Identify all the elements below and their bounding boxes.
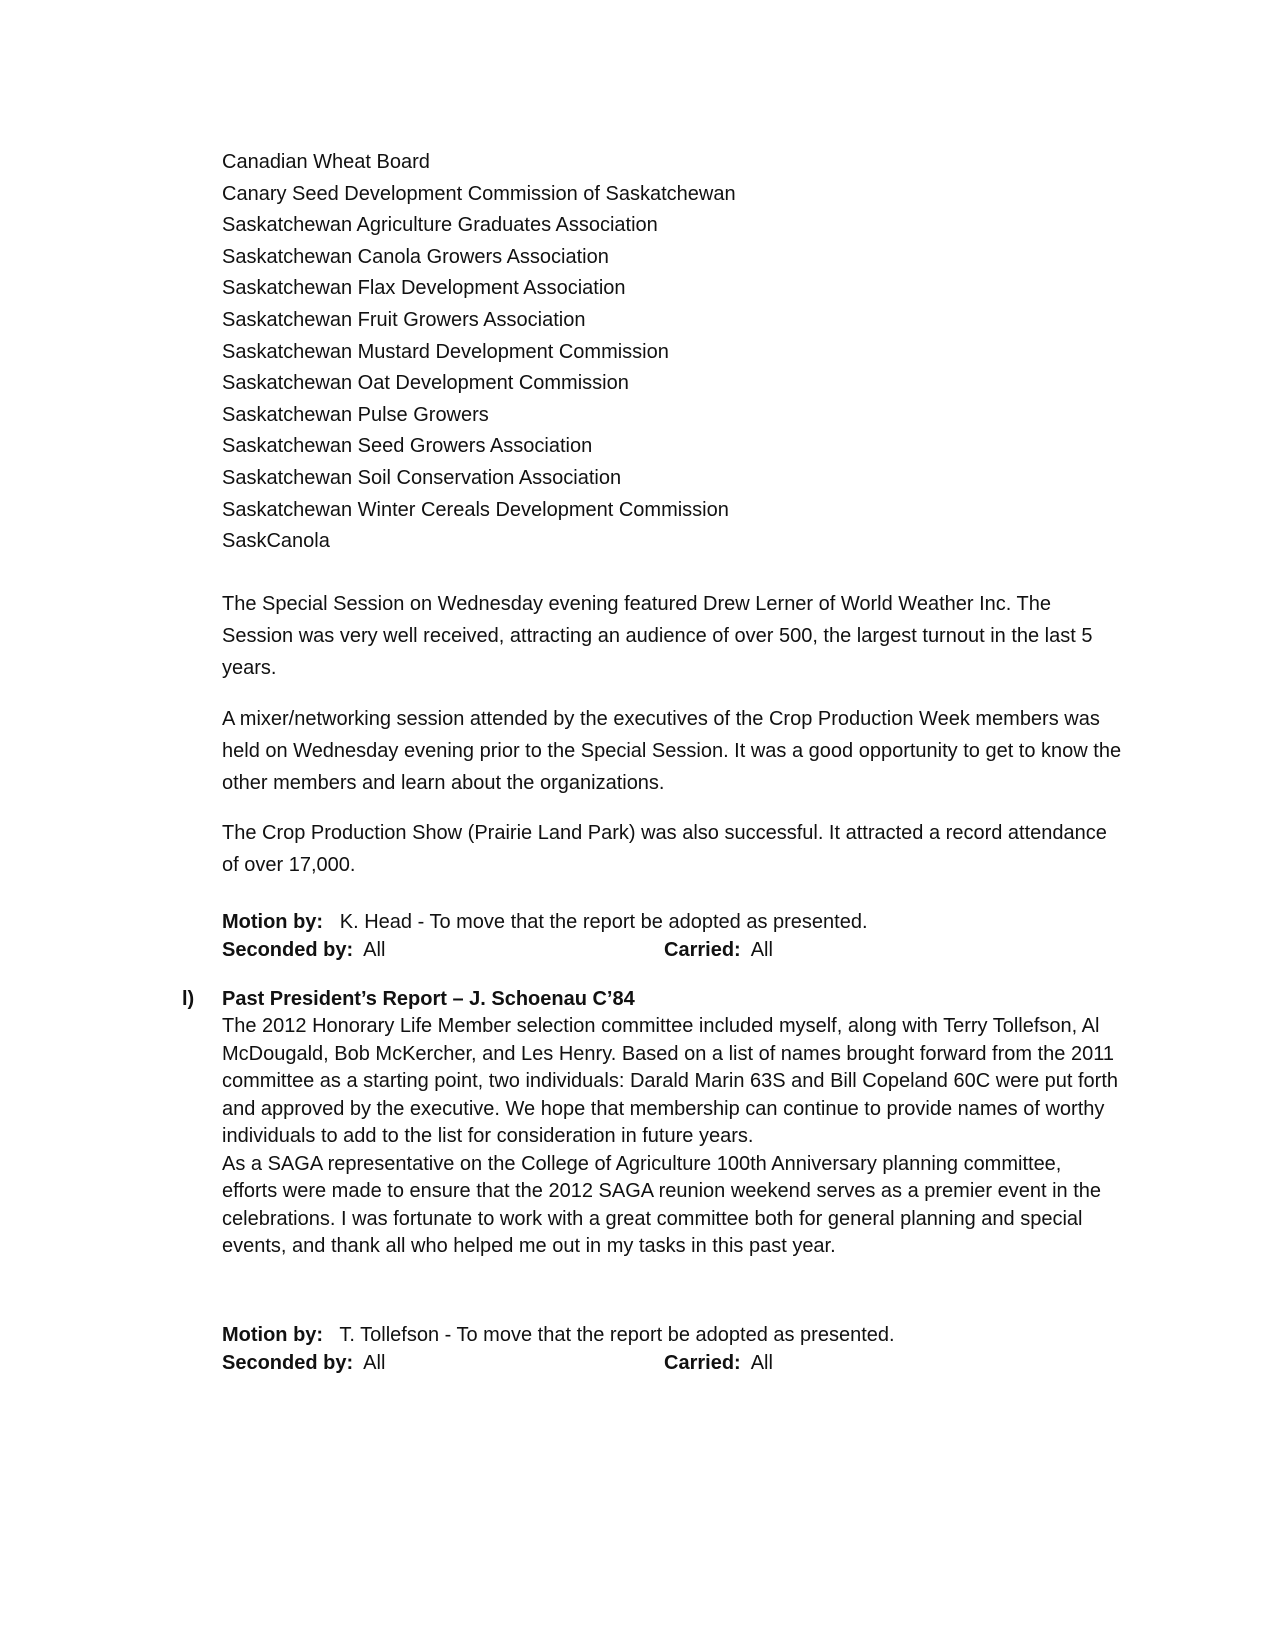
list-item: Saskatchewan Soil Conservation Association	[222, 466, 622, 489]
motion-text: K. Head - To move that the report be adopted as presented.	[339, 911, 868, 933]
motion-block-1	[222, 908, 1122, 964]
section-body	[222, 1013, 1122, 1261]
seconded-value: All	[363, 939, 386, 961]
seconded-value: All	[363, 1352, 386, 1374]
list-item: Saskatchewan Fruit Growers Association	[222, 308, 586, 331]
seconded-row	[222, 936, 1122, 964]
motion-row	[222, 908, 1122, 936]
organization-list	[222, 147, 1122, 558]
mixer-paragraph: A mixer/networking session attended by the executives of the Crop Production Week members was held on Wednesday evening prior to the Special Session. It was a good opportunity to get to know the other members and learn about the organizations.	[222, 708, 1122, 794]
motion-label: Motion by:	[222, 911, 324, 933]
list-item: Saskatchewan Flax Development Association	[222, 277, 626, 300]
motion-label: Motion by:	[222, 1324, 324, 1346]
list-item: Canadian Wheat Board	[222, 151, 430, 173]
crop-show-paragraph: The Crop Production Show (Prairie Land Park) was also successful. It attracted a record attendance of over 17,000.	[222, 822, 1107, 876]
list-item: Canary Seed Development Commission of Saskatchewan	[222, 182, 736, 205]
section-title: Past President’s Report – J. Schoenau C’84	[222, 988, 635, 1010]
carried-label: Carried:	[664, 939, 741, 961]
motion-row	[222, 1321, 1122, 1349]
seconded-label: Seconded by:	[222, 939, 354, 961]
list-item: Saskatchewan Oat Development Commission	[222, 372, 629, 395]
carried-group	[664, 1349, 773, 1377]
special-session-paragraph: The Special Session on Wednesday evening featured Drew Lerner of World Weather Inc. The Session was very well received, attracting an audience of over 500, the largest turnout in the last 5 years.	[222, 593, 1093, 679]
carried-value: All	[750, 939, 773, 961]
seconded-label: Seconded by:	[222, 1352, 354, 1374]
list-item: Saskatchewan Pulse Growers	[222, 403, 489, 426]
list-item: Saskatchewan Mustard Development Commission	[222, 340, 669, 363]
motion-text: T. Tollefson - To move that the report be adopted as presented.	[339, 1324, 895, 1346]
seconded-row	[222, 1349, 1122, 1377]
motion-block-2	[222, 1321, 1122, 1377]
list-item: Saskatchewan Seed Growers Association	[222, 435, 593, 458]
carried-label: Carried:	[664, 1352, 741, 1374]
list-item: SaskCanola	[222, 530, 330, 553]
section-marker: l)	[182, 988, 195, 1010]
section-paragraph: As a SAGA representative on the College of Agriculture 100th Anniversary planning committee, efforts were made to ensure that the 2012 SAGA reunion weekend serves as a premier event in the celebrations. I was fortunate to work with a great committee both for general planning and special events, and thank all who helped me out in my tasks in this past year.	[222, 1152, 1102, 1257]
section-paragraph: The 2012 Honorary Life Member selection committee included myself, along with Terry Tollefson, Al McDougald, Bob McKercher, and Les Henry. Based on a list of names brought forward from the 2011 committee as a starting point, two individuals: Darald Marin 63S and Bill Copeland 60C were put forth and approved by the executive. We hope that membership can continue to provide names of worthy individuals to add to the list for consideration in future years.	[222, 1015, 1119, 1147]
carried-value: All	[750, 1352, 773, 1374]
carried-group	[664, 936, 773, 964]
list-item: Saskatchewan Canola Growers Association	[222, 245, 609, 268]
list-item: Saskatchewan Agriculture Graduates Association	[222, 214, 658, 237]
list-item: Saskatchewan Winter Cereals Development Commission	[222, 498, 729, 521]
